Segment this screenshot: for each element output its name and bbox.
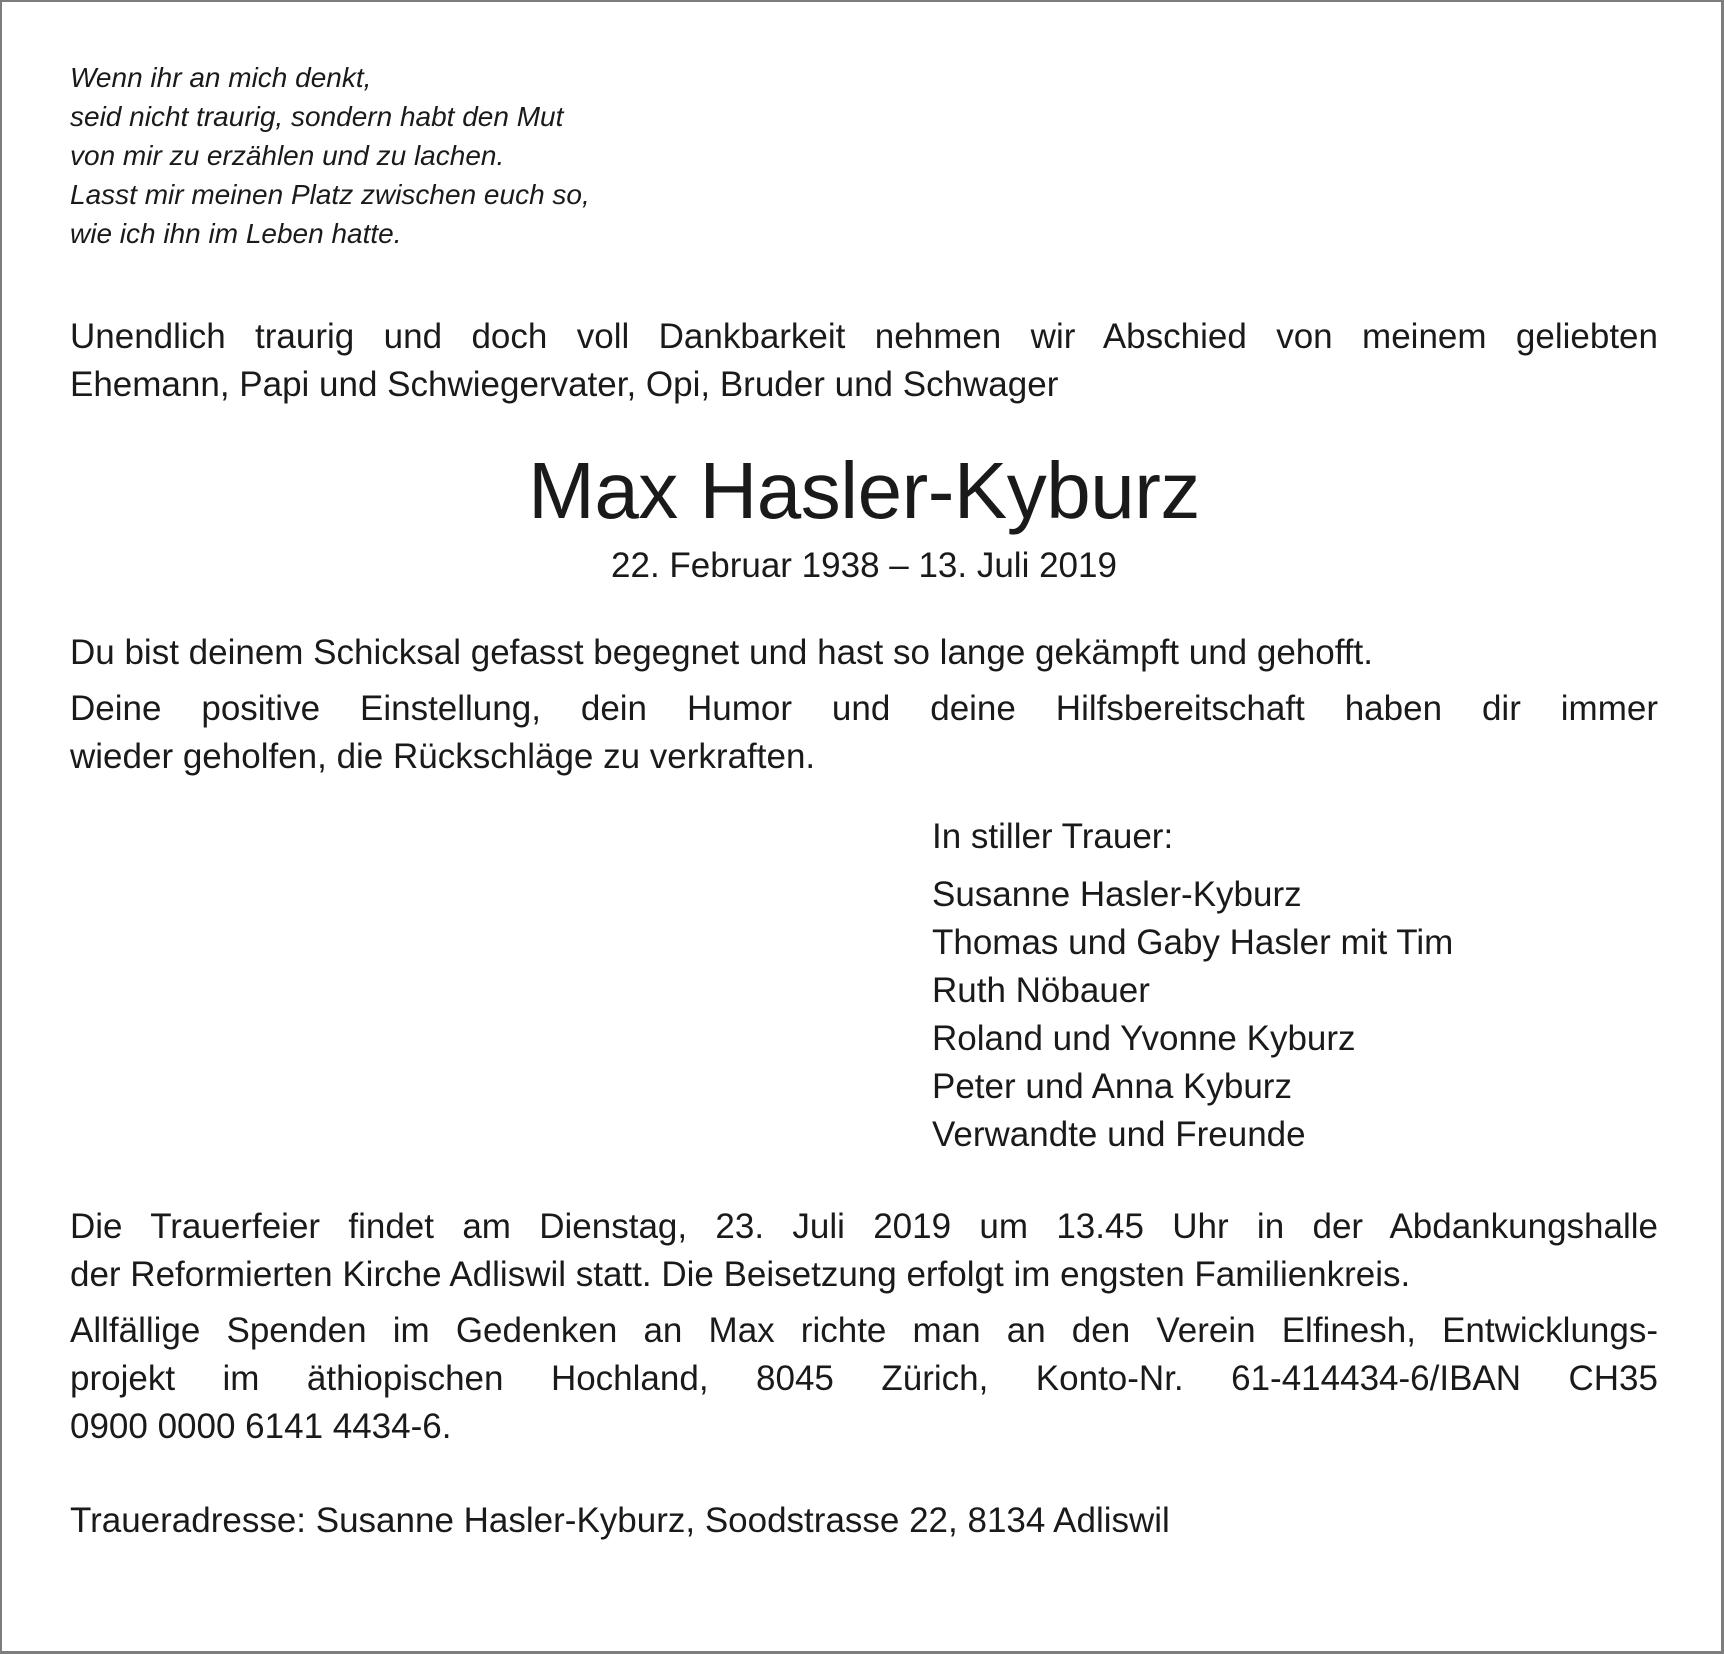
- intro-paragraph: [70, 313, 1658, 409]
- donations-line: projekt im äthiopischen Hochland, 8045 Zürich, Konto-Nr. 61-414434-6/IBAN CH35: [70, 1359, 1658, 1398]
- deceased-name: Max Hasler-Kyburz: [528, 446, 1200, 535]
- tribute-paragraph-2: [70, 685, 1658, 781]
- donations-line: 0900 0000 6141 4434-6.: [70, 1407, 452, 1446]
- tribute-line: wieder geholfen, die Rückschläge zu verkraften.: [70, 737, 816, 776]
- mourners-heading: In stiller Trauer:: [932, 817, 1174, 856]
- address-line: Traueradresse: Susanne Hasler-Kyburz, Soodstrasse 22, 8134 Adliswil: [70, 1501, 1170, 1540]
- mourning-address: [70, 1497, 1658, 1545]
- donations-paragraph: [70, 1307, 1658, 1451]
- tribute-line: Du bist deinem Schicksal gefasst begegnet und hast so lange gekämpft und gehofft.: [70, 633, 1373, 672]
- mourner-name: Verwandte und Freunde: [932, 1115, 1306, 1154]
- donations-line: Allfällige Spenden im Gedenken an Max richte man an den Verein Elfinesh, Entwicklungs-: [70, 1311, 1658, 1350]
- funeral-paragraph: [70, 1203, 1658, 1299]
- intro-line: Unendlich traurig und doch voll Dankbarkeit nehmen wir Abschied von meinem geliebten: [70, 317, 1658, 356]
- notice-content: [70, 58, 1658, 1545]
- funeral-line: der Reformierten Kirche Adliswil statt. Die Beisetzung erfolgt im engsten Familienkreis.: [70, 1255, 1411, 1294]
- poem-line: seid nicht traurig, sondern habt den Mut: [70, 101, 564, 132]
- funeral-line: Die Trauerfeier findet am Dienstag, 23. Juli 2019 um 13.45 Uhr in der Abdankungshalle: [70, 1207, 1658, 1246]
- mourner-name: Susanne Hasler-Kyburz: [932, 875, 1302, 914]
- tribute-line: Deine positive Einstellung, dein Humor und deine Hilfsbereitschaft haben dir immer: [70, 689, 1658, 728]
- mourner-name: Roland und Yvonne Kyburz: [932, 1019, 1356, 1058]
- life-dates: 22. Februar 1938 – 13. Juli 2019: [611, 546, 1117, 585]
- tribute-paragraph-1: [70, 629, 1658, 677]
- poem-line: Lasst mir meinen Platz zwischen euch so,: [70, 179, 590, 210]
- memorial-poem: [70, 58, 1658, 253]
- poem-line: Wenn ihr an mich denkt,: [70, 62, 372, 93]
- mourner-name: Ruth Nöbauer: [932, 971, 1150, 1010]
- mourner-name: Thomas und Gaby Hasler mit Tim: [932, 923, 1454, 962]
- mourner-name: Peter und Anna Kyburz: [932, 1067, 1292, 1106]
- mourners-list: [932, 813, 1658, 1159]
- intro-line: Ehemann, Papi und Schwiegervater, Opi, Bruder und Schwager: [70, 365, 1059, 404]
- poem-line: wie ich ihn im Leben hatte.: [70, 218, 402, 249]
- poem-line: von mir zu erzählen und zu lachen.: [70, 140, 505, 171]
